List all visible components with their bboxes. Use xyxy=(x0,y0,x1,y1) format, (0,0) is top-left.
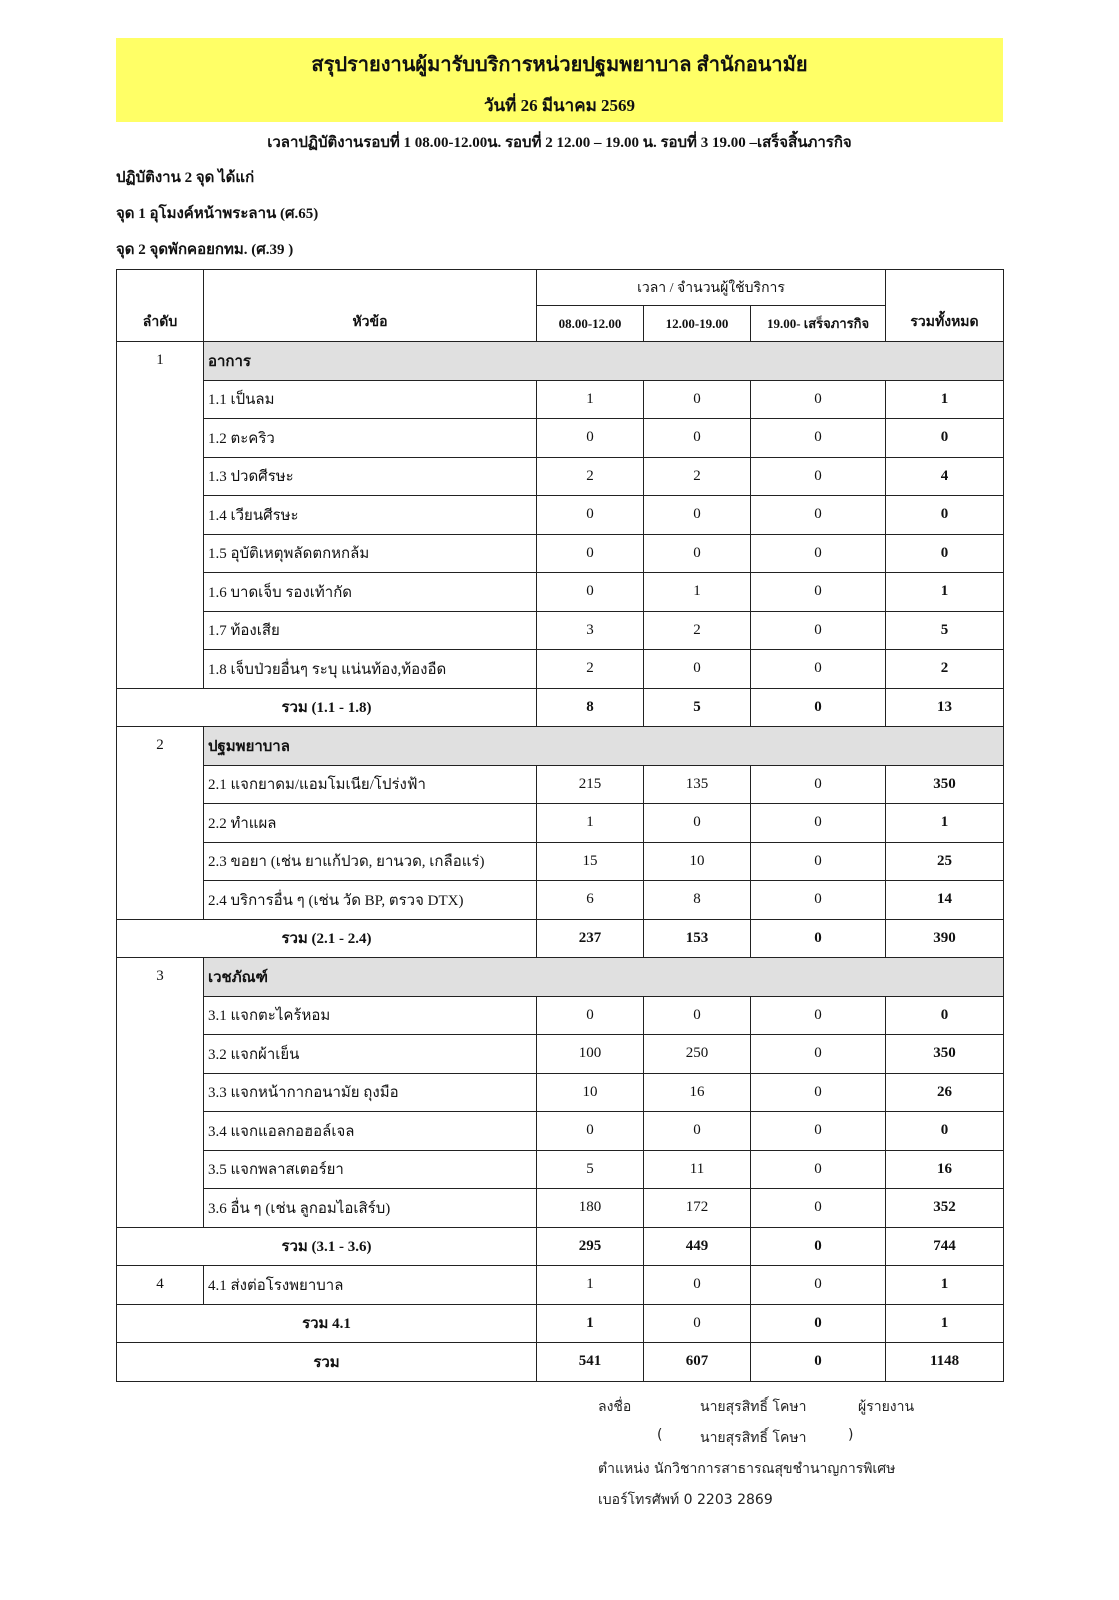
signer-name-printed: นายสุรสิทธิ์ โคษา xyxy=(700,1430,807,1446)
cell-t3: 0 xyxy=(751,650,886,689)
cell-t2: 2 xyxy=(644,611,751,650)
row-label: 3.4 แจกแอลกอฮอล์เจล xyxy=(204,1112,537,1151)
cell-t3: 0 xyxy=(751,1189,886,1228)
cell-t3: 0 xyxy=(751,573,886,612)
cell-t1: 100 xyxy=(537,1035,644,1074)
cell-t2: 11 xyxy=(644,1150,751,1189)
grand-total-t3: 0 xyxy=(751,1343,886,1382)
cell-t1: 1 xyxy=(537,1266,644,1305)
subtotal-t3: 0 xyxy=(751,688,886,727)
cell-total: 352 xyxy=(886,1189,1004,1228)
cell-t1: 0 xyxy=(537,419,644,458)
table-row xyxy=(117,1112,1004,1151)
row-label: 3.1 แจกตะไคร้หอม xyxy=(204,996,537,1035)
cell-t2: 172 xyxy=(644,1189,751,1228)
cell-t2: 0 xyxy=(644,1112,751,1151)
row-label: 1.6 บาดเจ็บ รองเท้ากัด xyxy=(204,573,537,612)
cell-total: 0 xyxy=(886,419,1004,458)
subtotal-t3: 0 xyxy=(751,919,886,958)
section-number: 2 xyxy=(117,727,204,920)
row-label: 3.3 แจกหน้ากากอนามัย ถุงมือ xyxy=(204,1073,537,1112)
subtotal-t3: 0 xyxy=(751,1227,886,1266)
header-order: ลำดับ xyxy=(117,270,204,342)
table-row xyxy=(117,1073,1004,1112)
row-label: 3.2 แจกผ้าเย็น xyxy=(204,1035,537,1074)
cell-total: 350 xyxy=(886,765,1004,804)
subtotal-t1: 1 xyxy=(537,1304,644,1343)
cell-t3: 0 xyxy=(751,1073,886,1112)
cell-t3: 0 xyxy=(751,996,886,1035)
subtotal-t2: 5 xyxy=(644,688,751,727)
subtotal-row xyxy=(117,1304,1004,1343)
grand-total-t1: 541 xyxy=(537,1343,644,1382)
grand-total-t2: 607 xyxy=(644,1343,751,1382)
cell-t3: 0 xyxy=(751,496,886,535)
cell-total: 5 xyxy=(886,611,1004,650)
cell-t2: 2 xyxy=(644,457,751,496)
sign-label: ลงชื่อ xyxy=(598,1399,632,1415)
table-row xyxy=(117,573,1004,612)
cell-total: 26 xyxy=(886,1073,1004,1112)
paren-close: ) xyxy=(848,1427,854,1443)
cell-t1: 2 xyxy=(537,650,644,689)
table-row xyxy=(117,534,1004,573)
cell-t2: 0 xyxy=(644,496,751,535)
signer-role: ผู้รายงาน xyxy=(858,1399,915,1415)
header-time-2: 12.00-19.00 xyxy=(644,306,751,342)
paren-open: ( xyxy=(657,1427,663,1443)
section-number: 3 xyxy=(117,958,204,1228)
cell-t3: 0 xyxy=(751,419,886,458)
cell-t1: 0 xyxy=(537,573,644,612)
row-label: 1.1 เป็นลม xyxy=(204,380,537,419)
cell-t2: 0 xyxy=(644,419,751,458)
subtotal-total: 13 xyxy=(886,688,1004,727)
subtotal-t3: 0 xyxy=(751,1304,886,1343)
cell-t2: 0 xyxy=(644,996,751,1035)
point-1: จุด 1 อุโมงค์หน้าพระลาน (ศ.65) xyxy=(116,206,319,222)
table-row xyxy=(117,765,1004,804)
header-topic: หัวข้อ xyxy=(204,270,537,342)
row-label: 3.6 อื่น ๆ (เช่น ลูกอมไอเสิร์บ) xyxy=(204,1189,537,1228)
subtotal-total: 744 xyxy=(886,1227,1004,1266)
cell-t3: 0 xyxy=(751,380,886,419)
cell-t1: 3 xyxy=(537,611,644,650)
section-number: 1 xyxy=(117,342,204,689)
cell-total: 1 xyxy=(886,573,1004,612)
subtotal-total: 390 xyxy=(886,919,1004,958)
cell-t2: 16 xyxy=(644,1073,751,1112)
subtotal-total: 1 xyxy=(886,1304,1004,1343)
cell-total: 2 xyxy=(886,650,1004,689)
cell-total: 350 xyxy=(886,1035,1004,1074)
cell-t2: 0 xyxy=(644,804,751,843)
row-label: 1.4 เวียนศีรษะ xyxy=(204,496,537,535)
subtotal-t2: 449 xyxy=(644,1227,751,1266)
table-row xyxy=(117,380,1004,419)
subtotal-row xyxy=(117,1227,1004,1266)
subtotal-t1: 295 xyxy=(537,1227,644,1266)
grand-total-row xyxy=(117,1343,1004,1382)
table-row xyxy=(117,1266,1004,1305)
cell-t2: 0 xyxy=(644,534,751,573)
signer-phone: เบอร์โทรศัพท์ 0 2203 2869 xyxy=(598,1492,773,1508)
section-header: อาการ xyxy=(204,342,1004,381)
cell-t3: 0 xyxy=(751,881,886,920)
report-date: วันที่ 26 มีนาคม 2569 xyxy=(483,96,636,115)
cell-t1: 2 xyxy=(537,457,644,496)
cell-t3: 0 xyxy=(751,1035,886,1074)
table-row xyxy=(117,457,1004,496)
cell-t3: 0 xyxy=(751,765,886,804)
grand-total-label: รวม xyxy=(117,1343,537,1382)
cell-total: 1 xyxy=(886,380,1004,419)
table-row xyxy=(117,996,1004,1035)
row-label: 1.8 เจ็บป่วยอื่นๆ ระบุ แน่นท้อง,ท้องอืด xyxy=(204,650,537,689)
cell-t3: 0 xyxy=(751,842,886,881)
report-title-banner xyxy=(116,38,1003,122)
cell-t3: 0 xyxy=(751,1150,886,1189)
cell-t2: 135 xyxy=(644,765,751,804)
cell-total: 0 xyxy=(886,1112,1004,1151)
cell-t1: 0 xyxy=(537,1112,644,1151)
header-total: รวมทั้งหมด xyxy=(886,270,1004,342)
cell-t3: 0 xyxy=(751,804,886,843)
cell-t2: 0 xyxy=(644,650,751,689)
subtotal-label: รวม (1.1 - 1.8) xyxy=(117,688,537,727)
cell-t1: 180 xyxy=(537,1189,644,1228)
table-row xyxy=(117,1150,1004,1189)
cell-total: 16 xyxy=(886,1150,1004,1189)
cell-total: 0 xyxy=(886,534,1004,573)
subtotal-label: รวม 4.1 xyxy=(117,1304,537,1343)
subtotal-t1: 237 xyxy=(537,919,644,958)
row-label: 1.2 ตะคริว xyxy=(204,419,537,458)
subtotal-t2: 153 xyxy=(644,919,751,958)
row-label: 2.4 บริการอื่น ๆ (เช่น วัด BP, ตรวจ DTX) xyxy=(204,881,537,920)
row-label: 2.3 ขอยา (เช่น ยาแก้ปวด, ยานวด, เกลือแร่) xyxy=(204,842,537,881)
table-row xyxy=(117,1035,1004,1074)
report-title: สรุปรายงานผู้มารับบริการหน่วยปฐมพยาบาล สำนักอนามัย xyxy=(311,54,808,76)
header-time-3: 19.00- เสร็จภารกิจ xyxy=(751,306,886,342)
subtotal-t1: 8 xyxy=(537,688,644,727)
signer-name: นายสุรสิทธิ์ โคษา xyxy=(700,1399,807,1415)
subtotal-label: รวม (3.1 - 3.6) xyxy=(117,1227,537,1266)
cell-t3: 0 xyxy=(751,457,886,496)
section-header: ปฐมพยาบาล xyxy=(204,727,1004,766)
table-row xyxy=(117,419,1004,458)
subtotal-row xyxy=(117,688,1004,727)
cell-t1: 0 xyxy=(537,496,644,535)
summary-table xyxy=(116,269,1004,1382)
cell-t2: 0 xyxy=(644,380,751,419)
cell-t1: 6 xyxy=(537,881,644,920)
table-row xyxy=(117,842,1004,881)
cell-t1: 1 xyxy=(537,380,644,419)
section-header: เวชภัณฑ์ xyxy=(204,958,1004,997)
cell-t1: 0 xyxy=(537,534,644,573)
row-label: 1.7 ท้องเสีย xyxy=(204,611,537,650)
cell-t3: 0 xyxy=(751,1112,886,1151)
point-2: จุด 2 จุดพักคอยกทม. (ศ.39 ) xyxy=(116,242,294,258)
cell-t1: 15 xyxy=(537,842,644,881)
row-label: 2.1 แจกยาดม/แอมโมเนีย/โปร่งฟ้า xyxy=(204,765,537,804)
row-label: 4.1 ส่งต่อโรงพยาบาล xyxy=(204,1266,537,1305)
cell-total: 0 xyxy=(886,996,1004,1035)
table-row xyxy=(117,804,1004,843)
table-row xyxy=(117,881,1004,920)
cell-total: 25 xyxy=(886,842,1004,881)
table-row xyxy=(117,1189,1004,1228)
cell-t2: 10 xyxy=(644,842,751,881)
row-label: 2.2 ทำแผล xyxy=(204,804,537,843)
subtotal-label: รวม (2.1 - 2.4) xyxy=(117,919,537,958)
grand-total-total: 1148 xyxy=(886,1343,1004,1382)
subtotal-row xyxy=(117,919,1004,958)
cell-total: 4 xyxy=(886,457,1004,496)
cell-t1: 0 xyxy=(537,996,644,1035)
cell-t1: 10 xyxy=(537,1073,644,1112)
row-label: 1.5 อุบัติเหตุพลัดตกหกล้ม xyxy=(204,534,537,573)
table-row xyxy=(117,650,1004,689)
cell-total: 1 xyxy=(886,804,1004,843)
cell-t2: 0 xyxy=(644,1266,751,1305)
cell-t3: 0 xyxy=(751,1266,886,1305)
section-number: 4 xyxy=(117,1266,204,1305)
cell-t2: 1 xyxy=(644,573,751,612)
header-time-1: 08.00-12.00 xyxy=(537,306,644,342)
table-row xyxy=(117,496,1004,535)
cell-t1: 5 xyxy=(537,1150,644,1189)
cell-total: 1 xyxy=(886,1266,1004,1305)
cell-total: 0 xyxy=(886,496,1004,535)
cell-t3: 0 xyxy=(751,611,886,650)
row-label: 3.5 แจกพลาสเตอร์ยา xyxy=(204,1150,537,1189)
cell-t1: 215 xyxy=(537,765,644,804)
working-hours: เวลาปฏิบัติงานรอบที่ 1 08.00-12.00น. รอบที่ 2 12.00 – 19.00 น. รอบที่ 3 19.00 –เสร็จสิ้นภารกิจ xyxy=(267,135,852,151)
table-row xyxy=(117,611,1004,650)
subtotal-t2: 0 xyxy=(644,1304,751,1343)
cell-total: 14 xyxy=(886,881,1004,920)
cell-t3: 0 xyxy=(751,534,886,573)
points-intro: ปฏิบัติงาน 2 จุด ได้แก่ xyxy=(116,170,255,186)
cell-t1: 1 xyxy=(537,804,644,843)
row-label: 1.3 ปวดศีรษะ xyxy=(204,457,537,496)
signer-position: ตำแหน่ง นักวิชาการสาธารณสุขชำนาญการพิเศษ xyxy=(598,1461,896,1477)
cell-t2: 250 xyxy=(644,1035,751,1074)
cell-t2: 8 xyxy=(644,881,751,920)
header-time-group: เวลา / จำนวนผู้ใช้บริการ xyxy=(537,270,886,306)
